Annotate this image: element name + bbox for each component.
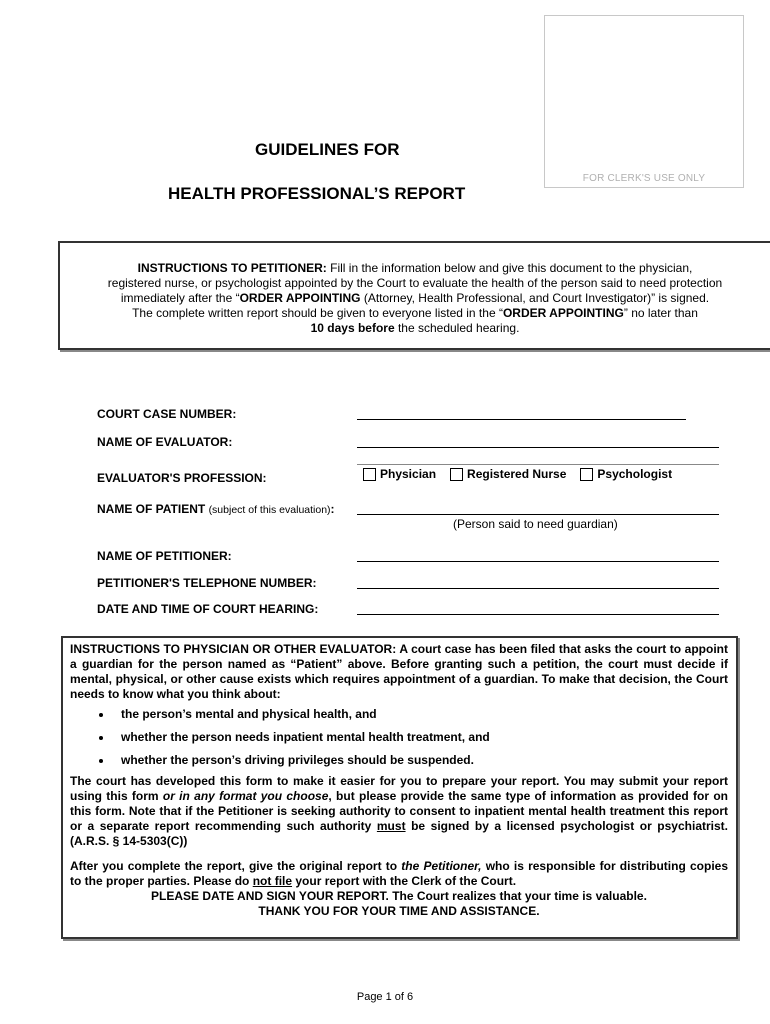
physician-label: Physician	[380, 467, 437, 481]
court-case-number-field[interactable]	[357, 419, 686, 420]
text-span: (Attorney, Health Professional, and Court Investigator)” is signed.	[360, 291, 710, 305]
petitioner-name-label: NAME OF PETITIONER:	[97, 549, 232, 563]
text-span: The complete written report should be given to everyone listed in the “	[132, 306, 503, 320]
petitioner-name-field[interactable]	[357, 561, 719, 562]
patient-name-label	[97, 502, 335, 516]
evaluator-instructions-box	[61, 636, 738, 939]
text-span: who is responsible for distributing copies to the proper parties. Please do	[70, 859, 728, 888]
profession-options	[363, 467, 686, 481]
thank-you-line: THANK YOU FOR YOUR TIME AND ASSISTANCE.	[258, 904, 540, 918]
checkbox-icon	[580, 468, 593, 481]
sign-report-line: PLEASE DATE AND SIGN YOUR REPORT. The Court realizes that your time is valuable.	[151, 889, 647, 903]
text-span: the scheduled hearing.	[394, 321, 520, 335]
petitioner-instructions-heading: INSTRUCTIONS TO PETITIONER:	[137, 261, 327, 275]
evaluator-profession-label: EVALUATOR'S PROFESSION:	[97, 471, 267, 485]
list-item: • whether the person’s driving privileges should be suspended.	[113, 753, 728, 768]
spacer	[70, 849, 728, 859]
underline-span: not file	[252, 874, 293, 888]
petitioner-instructions-box	[58, 241, 770, 350]
italic-span: or in any format you choose	[162, 789, 329, 803]
psychologist-label: Psychologist	[597, 467, 673, 481]
text-span: immediately after the “	[120, 291, 240, 305]
page-title-line1: GUIDELINES FOR	[255, 140, 400, 159]
petitioner-instructions-line3	[60, 291, 770, 306]
petitioner-instructions-line5	[60, 321, 770, 336]
petitioner-instructions-line1	[60, 261, 770, 276]
evaluator-topics-list	[70, 707, 728, 768]
text-span: The court has developed this form to make it easier for you to prepare your report. You may submit your report using this form	[70, 774, 728, 803]
italic-span: the Petitioner,	[401, 859, 482, 873]
registered-nurse-label: Registered Nurse	[467, 467, 567, 481]
patient-hint: (Person said to need guardian)	[453, 517, 618, 531]
clerk-use-label: FOR CLERK'S USE ONLY	[582, 173, 706, 184]
registered-nurse-checkbox[interactable]	[450, 467, 566, 481]
psychologist-checkbox[interactable]	[580, 467, 672, 481]
text-span: NAME OF PATIENT	[97, 502, 206, 516]
checkbox-icon	[363, 468, 376, 481]
hearing-datetime-field[interactable]	[357, 614, 719, 615]
page-number: Page 1 of 6	[356, 991, 414, 1003]
text-span: your report with the Clerk of the Court.	[292, 874, 517, 888]
evaluator-instructions-para3	[70, 859, 728, 889]
list-item: • the person’s mental and physical health, and	[113, 707, 728, 722]
patient-name-field[interactable]	[357, 514, 719, 515]
court-case-number-label: COURT CASE NUMBER:	[97, 407, 237, 421]
physician-checkbox[interactable]	[363, 467, 436, 481]
underline-span: must	[376, 819, 406, 833]
evaluator-name-label: NAME OF EVALUATOR:	[97, 435, 233, 449]
page-title-line2: HEALTH PROFESSIONAL’S REPORT	[168, 184, 466, 203]
petitioner-phone-field[interactable]	[357, 588, 719, 589]
deadline-bold: 10 days before	[310, 321, 395, 335]
text-span: be signed by a licensed psychologist or psychiatrist. (A.R.S. § 14-5303(C))	[70, 819, 728, 848]
petitioner-phone-label: PETITIONER'S TELEPHONE NUMBER:	[97, 576, 317, 590]
text-span: After you complete the report, give the original report to	[70, 859, 402, 873]
divider-line	[357, 464, 719, 465]
evaluator-instructions-para2	[70, 774, 728, 849]
order-appointing-bold: ORDER APPOINTING	[239, 291, 361, 305]
checkbox-icon	[450, 468, 463, 481]
text-span: ” no later than	[623, 306, 698, 320]
evaluator-instructions-para1: INSTRUCTIONS TO PHYSICIAN OR OTHER EVALUATOR: A court case has been filed that asks the court to appoint a guardian for the person named as “Patient” above. Before granting such a petition, the court must decide if mental, physical, or other cause exists which requires appointment of a guardian. To make that decision, the Court needs to know what you think about:	[70, 642, 728, 701]
list-item: • whether the person needs inpatient mental health treatment, and	[113, 730, 728, 745]
hearing-datetime-label: DATE AND TIME OF COURT HEARING:	[97, 602, 319, 616]
clerk-use-box	[544, 15, 744, 188]
petitioner-instructions-line2: registered nurse, or psychologist appointed by the Court to evaluate the health of the person said to need protection	[107, 276, 723, 290]
patient-note: (subject of this evaluation)	[208, 504, 331, 516]
order-appointing-bold: ORDER APPOINTING	[502, 306, 624, 320]
evaluator-name-field[interactable]	[357, 447, 719, 448]
petitioner-instructions-line4	[60, 306, 770, 321]
text-span: :	[330, 502, 335, 516]
petitioner-instructions-text: Fill in the information below and give this document to the physician,	[326, 261, 693, 275]
text-span: , but please provide the same type of information as provided for on this form. Note that if the Petitioner is seeking authority to consent to inpatient mental health treatment this report or a separate report recommending such authority	[70, 789, 729, 833]
